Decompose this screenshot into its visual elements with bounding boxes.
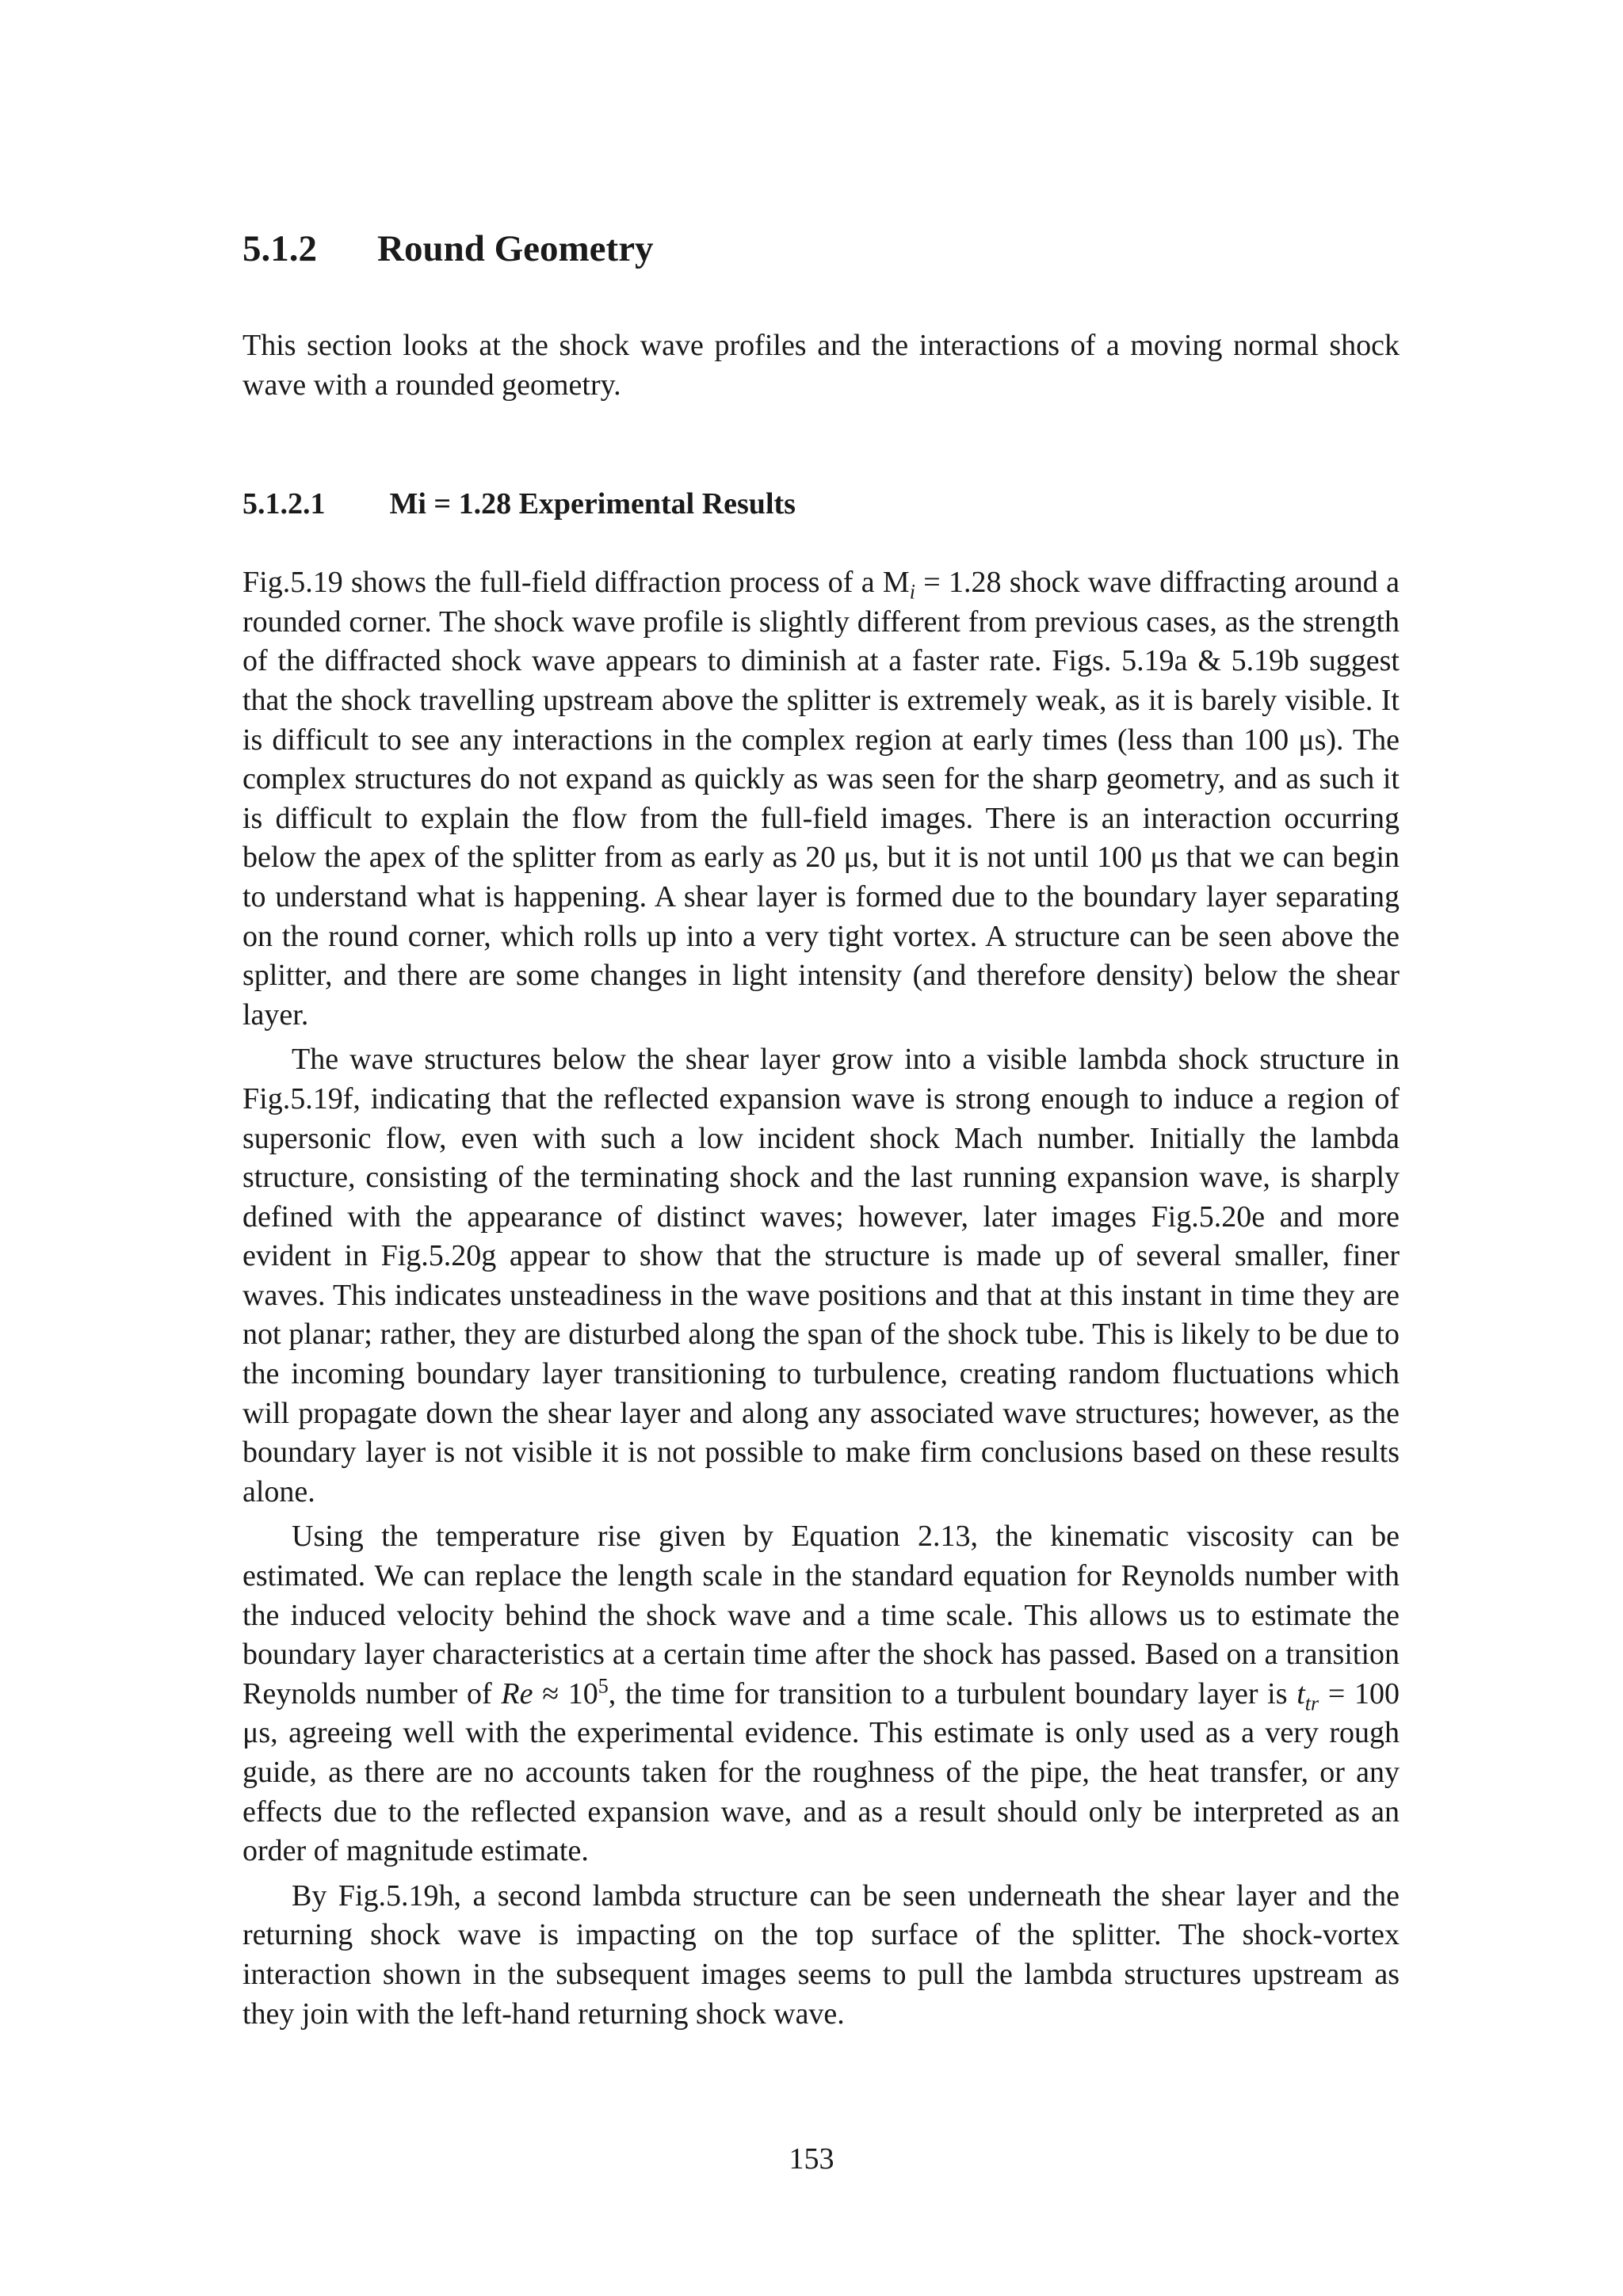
paragraph-1-text-a: Fig.5.19 shows the full-field diffraction process of a M [242, 566, 910, 600]
paragraph-4: By Fig.5.19h, a second lambda structure can be seen underneath the shear layer and the returning shock wave is impacting on the top surface of the splitter. The shock-vortex interaction shown in the subsequent images seems to pull the lambda structures upstream as they join with the left-hand returning shock wave. [242, 1878, 1400, 2031]
subsection-heading [242, 484, 1400, 524]
paragraph-2: The wave structures below the shear layer grow into a visible lambda shock structure in Fig.5.19f, indicating that the reflected expansion wave is strong enough to induce a region of supersonic flow, even with such a low incident shock Mach number. Initially the lambda structure, consisting of the terminating shock and the last running expansion wave, is sharply defined with the appearance of distinct waves; however, later images Fig.5.20e and more evident in Fig.5.20g appear to show that the structure is made up of several smaller, finer waves. This indicates unsteadiness in the wave positions and that at this instant in time they are not planar; rather, they are disturbed along the span of the shock tube. This is likely to be due to the incoming boundary layer transitioning to turbulence, creating random fluctuations which will propagate down the shear layer and along any associated wave structures; however, as the boundary layer is not visible it is not possible to make firm conclusions based on these results alone. [242, 1043, 1400, 1508]
time-subscript: tr [1304, 1691, 1319, 1715]
page-number: 153 [789, 2142, 834, 2176]
paragraph-3 [242, 1517, 1400, 1871]
paragraph-3-text-a: Using the temperature rise given by Equation 2.13, the kinematic viscosity can be estimated. We can replace the length scale in the standard equation for Reynolds number with the induced velocity behind the shock wave and a time scale. This allows us to estimate the boundary layer characteristics at a certain time after the shock has passed. Based on a transition Reynolds number of [242, 1520, 1400, 1711]
time-symbol: t [1296, 1676, 1305, 1711]
section-number: 5.1.2 [242, 228, 317, 269]
paragraph-3-text-b: ≈ 10 [533, 1676, 598, 1711]
subsection-title: Mi = 1.28 Experimental Results [389, 487, 796, 521]
section-title: Round Geometry [377, 228, 654, 269]
exponent: 5 [598, 1674, 609, 1698]
paragraph-1-text-b: = 1.28 shock wave diffracting around a rounded corner. The shock wave profile is slightly different from previous cases, as the strength of the diffracted shock wave appears to diminish at a faster rate. Figs. 5.19a & 5.19b suggest that the shock travelling upstream above the splitter is extremely weak, as it is barely visible. It is difficult to see any interactions in the complex region at early times (less than 100 μs). The complex structures do not expand as quickly as was seen for the sharp geometry, and as such it is difficult to explain the flow from the full-field images. There is an interaction occurring below the apex of the splitter from as early as 20 μs, but it is not until 100 μs that we can begin to understand what is happening. A shear layer is formed due to the boundary layer separating on the round corner, which rolls up into a very tight vortex. A structure can be seen above the splitter, and there are some changes in light intensity (and therefore density) below the shear layer. [242, 566, 1400, 1032]
section-heading [242, 223, 1400, 274]
paragraph-1 [242, 563, 1400, 1035]
intro-paragraph: This section looks at the shock wave profiles and the interactions of a moving normal shock wave with a rounded geometry. [242, 329, 1400, 402]
mach-subscript: i [909, 580, 915, 604]
paragraph-3-text-d: = 100 μs, agreeing well with the experimental evidence. This estimate is only used as a very rough guide, as there are no accounts taken for the roughness of the pipe, the heat transfer, or any effects due to the reflected expansion wave, and as a result should only be interpreted as an order of magnitude estimate. [242, 1676, 1400, 1868]
reynolds-symbol: Re [501, 1676, 533, 1711]
paragraph-3-text-c: , the time for transition to a turbulent boundary layer is [608, 1676, 1297, 1711]
page-content [242, 223, 1400, 2034]
subsection-number: 5.1.2.1 [242, 487, 326, 521]
